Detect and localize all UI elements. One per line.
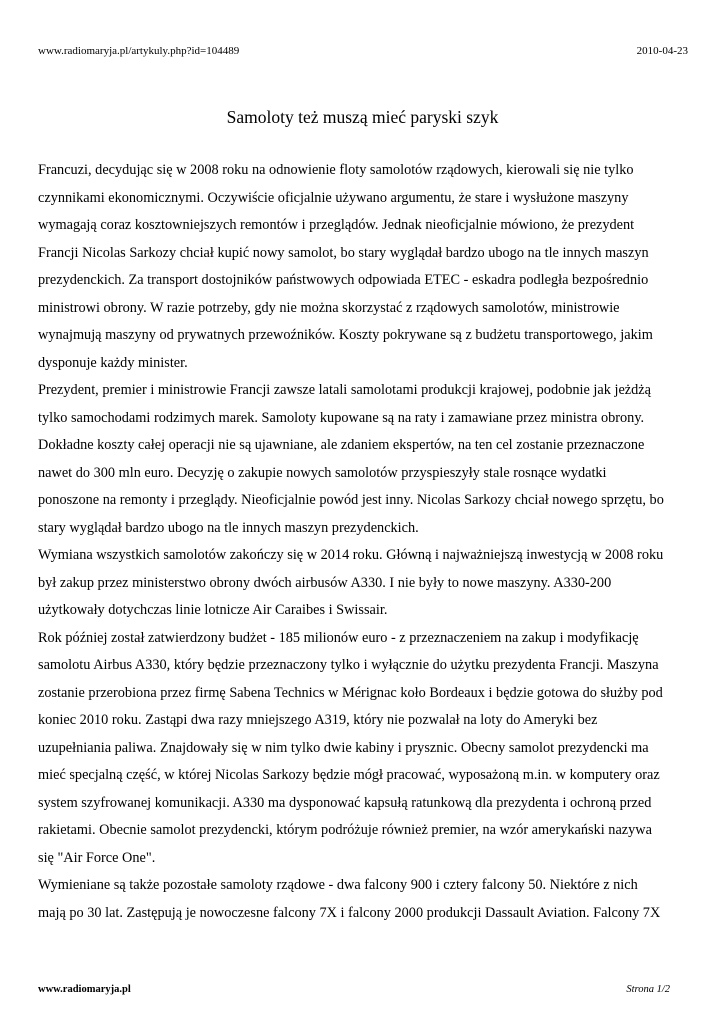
body-line: Francji Nicolas Sarkozy chciał kupić nowy samolot, bo stary wyglądał bardzo ubogo na tle innych maszyn	[38, 244, 649, 261]
body-line: nawet do 300 mln euro. Decyzję o zakupie nowych samolotów przyspieszyły stale rosnące wydatki	[38, 464, 607, 481]
body-line: wymagają coraz kosztowniejszych remontów i przeglądów. Jednak nieoficjalnie mówiono, że prezydent	[38, 217, 635, 233]
header-url: www.radiomaryja.pl/artykuly.php?id=104489	[38, 45, 240, 57]
body-line: stary wyglądał bardzo ubogo na tle innych maszyn prezydenckich.	[38, 519, 419, 536]
footer-page-number: Strona 1/2	[626, 984, 670, 995]
body-line: użytkowały dotychczas linie lotnicze Air Caraibes i Swissair.	[38, 602, 388, 618]
footer-site: www.radiomaryja.pl	[38, 984, 131, 995]
body-line: Francuzi, decydując się w 2008 roku na odnowienie floty samolotów rządowych, kierowali się nie tylko	[38, 162, 634, 178]
body-line: się "Air Force One".	[38, 849, 156, 866]
body-line: koniec 2010 roku. Zastąpi dwa razy mniejszego A319, który nie pozwalał na loty do Ameryki bez	[38, 712, 598, 728]
header-date: 2010-04-23	[636, 45, 688, 57]
article-title: Samoloty też muszą mieć paryski szyk	[226, 107, 499, 127]
body-line: prezydenckich. Za transport dostojników państwowych odpowiada ETEC - eskadra podległa bezpośrednio	[38, 272, 649, 288]
body-line: wynajmują maszyny od prywatnych przewoźników. Koszty pokrywane są z budżetu transportowego, jakim	[38, 327, 653, 343]
body-line: zostanie przerobiona przez firmę Sabena Technics w Mérignac koło Bordeaux i będzie gotowa do służby pod	[38, 684, 663, 701]
body-line: tylko samochodami rodzimych marek. Samoloty kupowane są na raty i zamawiane przez ministra obrony.	[38, 409, 645, 426]
body-line: mieć specjalną część, w której Nicolas Sarkozy będzie mógł pracować, wyposażoną m.in. w komputery oraz	[38, 767, 660, 783]
body-line: Wymiana wszystkich samolotów zakończy się w 2014 roku. Główną i najważniejszą inwestycją w 2008 roku	[38, 547, 664, 563]
body-line: dysponuje każdy minister.	[38, 354, 188, 371]
body-line: ministrowi obrony. W razie potrzeby, gdy nie można skorzystać z rządowych samolotów, ministrowie	[38, 299, 620, 316]
body-line: rakietami. Obecnie samolot prezydencki, którym podróżuje również premier, na wzór amerykański nazywa	[38, 822, 652, 838]
body-line: samolotu Airbus A330, który będzie przeznaczony tylko i wyłącznie do użytku prezydenta Francji. Maszyna	[38, 657, 659, 673]
article-body	[38, 157, 688, 927]
body-line: czynnikami ekonomicznymi. Oczywiście oficjalnie używano argumentu, że stare i wysłużone maszyny	[38, 189, 629, 206]
body-line: system szyfrowanej komunikacji. A330 ma dysponować kapsułą ratunkową dla prezydenta i ochroną przed	[38, 794, 652, 811]
body-line: Prezydent, premier i ministrowie Francji zawsze latali samolotami produkcji krajowej, podobnie jak jeżdżą	[38, 382, 651, 398]
body-line: mają po 30 lat. Zastępują je nowoczesne falcony 7X i falcony 2000 produkcji Dassault Aviation. Falcony 7X	[38, 904, 661, 921]
body-line: Wymieniane są także pozostałe samoloty rządowe - dwa falcony 900 i cztery falcony 50. Niektóre z nich	[38, 877, 638, 893]
body-line: był zakup przez ministerstwo obrony dwóch airbusów A330. I nie były to nowe maszyny. A330-200	[38, 574, 612, 591]
body-line: Dokładne koszty całej operacji nie są ujawniane, ale zdaniem ekspertów, na ten cel zostanie przeznaczone	[38, 437, 645, 453]
body-line: uzupełniania paliwa. Znajdowały się w nim tylko dwie kabiny i prysznic. Obecny samolot prezydencki ma	[38, 739, 649, 756]
body-line: ponoszone na remonty i przeglądy. Nieoficjalnie powód jest inny. Nicolas Sarkozy chciał nowego sprzętu, bo	[38, 492, 664, 508]
body-line: Rok później został zatwierdzony budżet - 185 milionów euro - z przeznaczeniem na zakup i modyfikację	[38, 629, 639, 646]
